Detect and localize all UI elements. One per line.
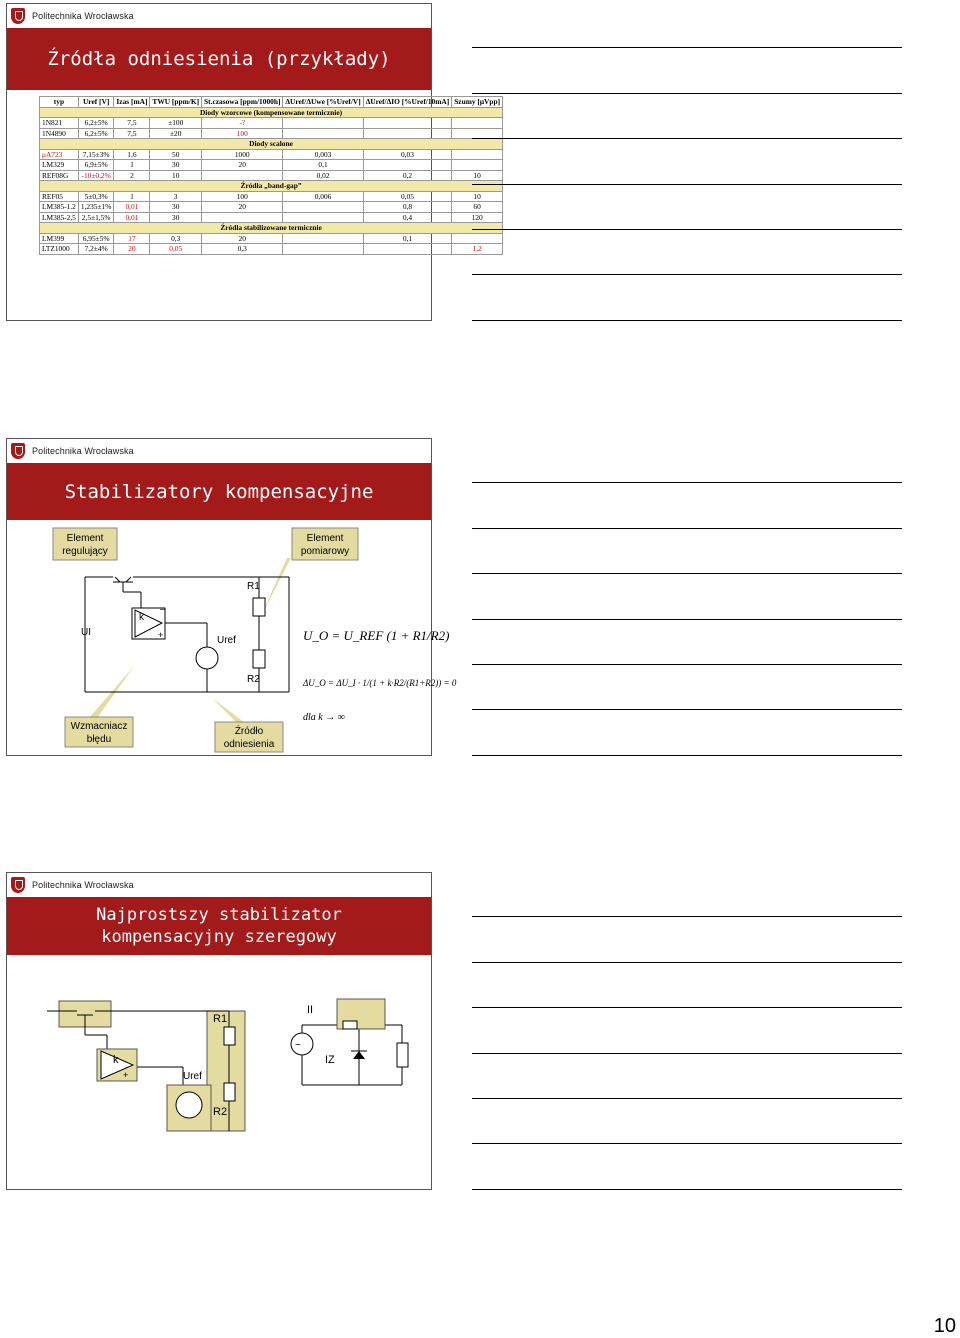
table-cell: 60 xyxy=(452,202,503,213)
table-cell: 0,01 xyxy=(114,212,150,223)
table-cell: 6,95±5% xyxy=(78,233,114,244)
table-cell: 20 xyxy=(202,160,283,171)
table-cell: 120 xyxy=(452,212,503,223)
resistor-r2 xyxy=(253,650,265,668)
table-cell xyxy=(363,128,452,139)
column-header: Szumy [μVpp] xyxy=(452,97,503,108)
table-cell: 0,03 xyxy=(363,149,452,160)
table-cell: 0,003 xyxy=(283,149,363,160)
table-cell: 5±0,3% xyxy=(78,191,114,202)
university-name: Politechnika Wrocławska xyxy=(32,446,134,456)
table-cell: LM329 xyxy=(40,160,79,171)
table-cell: 0,4 xyxy=(363,212,452,223)
table-cell: 50 xyxy=(150,149,202,160)
column-header: Uref [V] xyxy=(78,97,114,108)
table-cell: 3 xyxy=(150,191,202,202)
callout-measuring-line1: Element xyxy=(306,533,344,544)
formula-output-voltage: U_O = U_REF (1 + R1/R2) xyxy=(303,628,450,643)
table-cell: 0,006 xyxy=(283,191,363,202)
callout-regulating-line1: Element xyxy=(66,533,104,544)
table-cell: 7,2±4% xyxy=(78,244,114,255)
column-header: St.czasowa [ppm/1000h] xyxy=(202,97,283,108)
series-resistor xyxy=(343,1021,357,1029)
slide-title-line1: Najprostszy stabilizator xyxy=(96,905,342,925)
table-cell: 6,2±5% xyxy=(78,128,114,139)
table-cell: LTZ1000 xyxy=(40,244,79,255)
label-ii: II xyxy=(307,1004,314,1016)
minus-sign: – xyxy=(160,604,166,615)
table-cell: 10 xyxy=(150,170,202,181)
table-cell xyxy=(452,233,503,244)
table-row xyxy=(40,170,503,181)
university-crest-icon xyxy=(11,877,25,893)
resistor-r1 xyxy=(224,1027,235,1045)
table-cell: 0,05 xyxy=(150,244,202,255)
table-cell: 100 xyxy=(202,191,283,202)
table-body xyxy=(40,107,503,254)
table-cell: 10 xyxy=(452,191,503,202)
table-row xyxy=(40,233,503,244)
university-name: Politechnika Wrocławska xyxy=(32,880,134,890)
university-crest-icon xyxy=(11,443,25,459)
table-cell: LM385-1.2 xyxy=(40,202,79,213)
table-cell: REF08G xyxy=(40,170,79,181)
reference-source-symbol xyxy=(196,647,218,669)
slide-title: Stabilizatory kompensacyjne xyxy=(64,480,374,503)
table-cell: 7,15±3% xyxy=(78,149,114,160)
table-cell: 0,2 xyxy=(363,170,452,181)
callout-source-line1: Źródło xyxy=(234,726,264,737)
table-cell xyxy=(452,128,503,139)
slide-title-banner xyxy=(7,463,431,520)
group-label: Źródła stabilizowane termicznie xyxy=(40,223,503,234)
table-cell: 20 xyxy=(202,202,283,213)
label-r1: R1 xyxy=(247,581,260,592)
table-cell: 6,9±5% xyxy=(78,160,114,171)
slide-title-banner xyxy=(7,897,431,955)
group-label: Diody scalone xyxy=(40,139,503,150)
table-cell: 0,1 xyxy=(363,233,452,244)
slide-header xyxy=(7,873,431,897)
table-cell xyxy=(283,202,363,213)
slide-series-stabilizer xyxy=(6,872,432,1190)
university-name: Politechnika Wrocławska xyxy=(32,11,134,21)
stabilizer-block-diagram xyxy=(7,520,457,755)
reference-sources-table xyxy=(39,96,503,255)
group-row xyxy=(40,223,503,234)
callout-measuring-line2: pomiarowy xyxy=(300,546,350,557)
table-cell: 1,2 xyxy=(452,244,503,255)
table-row xyxy=(40,212,503,223)
table-cell: 1,235±1% xyxy=(78,202,114,213)
table-row xyxy=(40,244,503,255)
table-row xyxy=(40,202,503,213)
callout-regulating-line2: regulujący xyxy=(62,546,108,557)
column-header: typ xyxy=(40,97,79,108)
label-r2: R2 xyxy=(213,1106,228,1118)
plus-sign: + xyxy=(123,1070,129,1080)
table-cell: 1,6 xyxy=(114,149,150,160)
table-cell xyxy=(452,149,503,160)
table-cell xyxy=(452,160,503,171)
table-cell xyxy=(283,244,363,255)
table-cell xyxy=(202,170,283,181)
table-cell: 0,3 xyxy=(150,233,202,244)
slide-header xyxy=(7,4,431,28)
table-row xyxy=(40,128,503,139)
table-cell: μA723 xyxy=(40,149,79,160)
table-cell: ±20 xyxy=(150,128,202,139)
slide-title-banner xyxy=(7,28,431,90)
label-ui: UI xyxy=(81,627,91,638)
callout-amplifier-line2: błędu xyxy=(86,734,112,745)
table-cell: 20 xyxy=(114,244,150,255)
table-cell: 2,5±1,5% xyxy=(78,212,114,223)
table-cell: 6,2±5% xyxy=(78,118,114,129)
table-cell: 1N821 xyxy=(40,118,79,129)
table-cell: 0,01 xyxy=(114,202,150,213)
table-cell xyxy=(283,233,363,244)
slide-reference-sources xyxy=(6,3,501,321)
table-cell xyxy=(363,244,452,255)
plus-sign: + xyxy=(158,630,164,640)
university-crest-icon xyxy=(11,8,25,24)
group-label: Diody wzorcowe (kompensowane termicznie) xyxy=(40,107,503,118)
amplifier-gain-label: k xyxy=(113,1054,119,1066)
label-r1: R1 xyxy=(213,1013,228,1025)
slide-header xyxy=(7,439,431,463)
table-cell: 0,3 xyxy=(202,244,283,255)
table-cell: 30 xyxy=(150,202,202,213)
transistor xyxy=(113,577,133,582)
series-stabilizer-diagram xyxy=(7,955,431,1190)
callout-amplifier-line1: Wzmacniacz xyxy=(70,721,128,732)
slide-title: Źródła odniesienia (przykłady) xyxy=(47,48,391,70)
table-cell xyxy=(283,118,363,129)
callout-pointer xyxy=(212,698,245,723)
label-uref: Uref xyxy=(183,1071,202,1082)
group-row xyxy=(40,107,503,118)
table-cell: 17 xyxy=(114,233,150,244)
table-cell: 20 xyxy=(202,233,283,244)
table-cell: -10±0,2% xyxy=(78,170,114,181)
zener-diode-icon xyxy=(353,1051,365,1059)
table-row xyxy=(40,118,503,129)
reference-source-symbol xyxy=(176,1092,202,1118)
table-cell xyxy=(283,128,363,139)
table-header-row xyxy=(40,97,503,108)
table-cell: 2 xyxy=(114,170,150,181)
table-cell xyxy=(363,118,452,129)
column-header: TWU [ppm/K] xyxy=(150,97,202,108)
label-r2: R2 xyxy=(247,674,260,685)
column-header: Izas [mA] xyxy=(114,97,150,108)
column-header: ΔUref/ΔUwe [%Uref/V] xyxy=(283,97,363,108)
table-cell xyxy=(202,212,283,223)
table-cell: 1N4890 xyxy=(40,128,79,139)
load-resistor xyxy=(397,1043,408,1067)
formula-condition: dla k → ∞ xyxy=(303,712,345,723)
table-cell xyxy=(452,118,503,129)
table-cell xyxy=(363,160,452,171)
slide-title-line2: kompensacyjny szeregowy xyxy=(101,927,337,947)
label-uref: Uref xyxy=(217,635,236,646)
table-cell: 30 xyxy=(150,212,202,223)
table-row xyxy=(40,160,503,171)
column-header: ΔUref/ΔIO [%Uref/10mA] xyxy=(363,97,452,108)
table-cell: 0,05 xyxy=(363,191,452,202)
table-cell: 0,1 xyxy=(283,160,363,171)
table-cell: LM385-2,5 xyxy=(40,212,79,223)
table-row xyxy=(40,191,503,202)
group-row xyxy=(40,181,503,192)
table-cell: 7,5 xyxy=(114,128,150,139)
group-row xyxy=(40,139,503,150)
slide-compensation-stabilizers xyxy=(6,438,457,756)
callout-source-line2: odniesienia xyxy=(223,739,275,750)
table-cell: 30 xyxy=(150,160,202,171)
table-cell: 1 xyxy=(114,191,150,202)
table-cell: -? xyxy=(202,118,283,129)
table-cell: REF05 xyxy=(40,191,79,202)
table-cell: 10 xyxy=(452,170,503,181)
resistor-r2 xyxy=(224,1083,235,1101)
table-cell xyxy=(283,212,363,223)
zener-circuit-wires xyxy=(302,1025,402,1085)
table-cell: 1 xyxy=(114,160,150,171)
table-cell: 0,8 xyxy=(363,202,452,213)
formula-output-deviation: ΔU_O = ΔU_I · 1/(1 + k·R2/(R1+R2)) = 0 xyxy=(303,678,457,688)
table-cell: 100 xyxy=(202,128,283,139)
ac-wave-icon: ~ xyxy=(295,1040,301,1051)
amplifier-gain-label: k xyxy=(139,612,144,623)
table-cell: ±100 xyxy=(150,118,202,129)
table-cell: LM399 xyxy=(40,233,79,244)
table-row xyxy=(40,149,503,160)
page-number: 10 xyxy=(933,1315,956,1337)
label-iz: IZ xyxy=(325,1054,335,1066)
table-cell: 1000 xyxy=(202,149,283,160)
table-cell: 7,5 xyxy=(114,118,150,129)
table-cell: 0,02 xyxy=(283,170,363,181)
group-label: Źródła „band-gap” xyxy=(40,181,503,192)
resistor-r1 xyxy=(253,598,265,616)
